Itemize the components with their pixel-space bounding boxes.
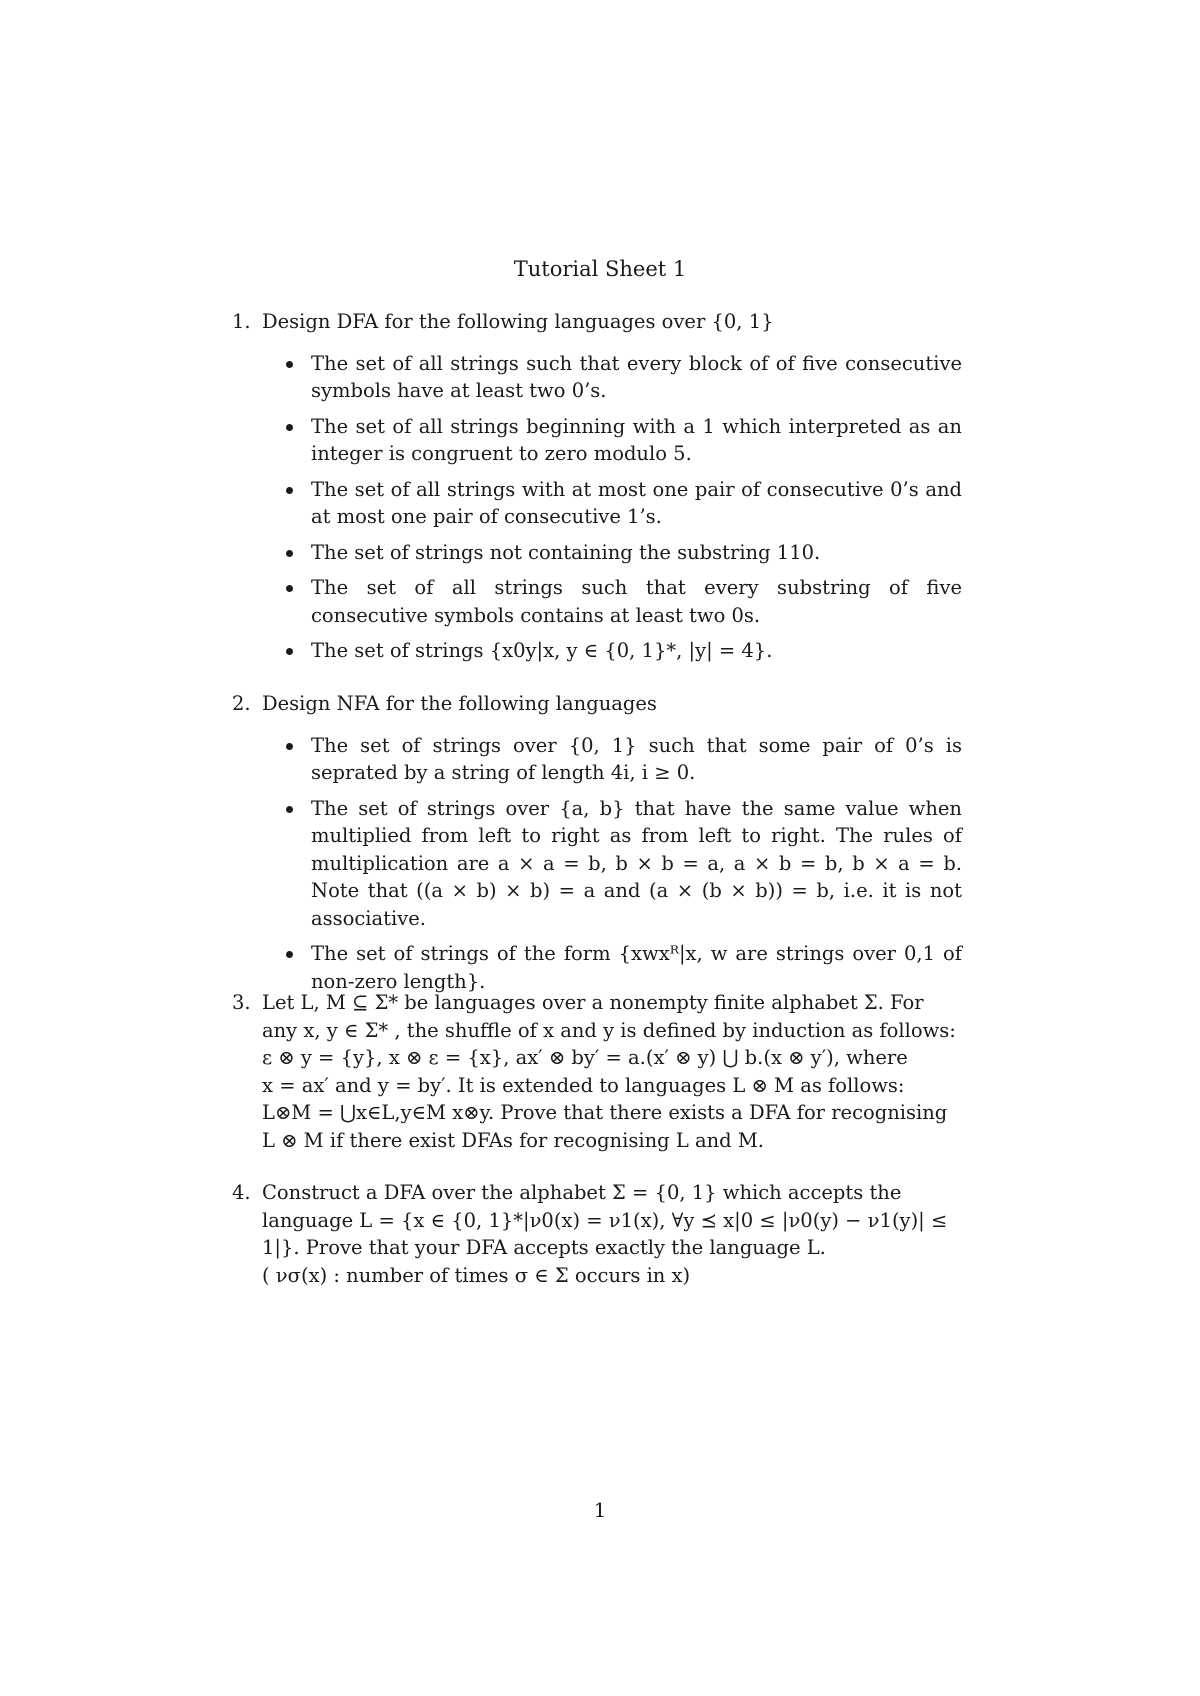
problem-4 (232, 1179, 962, 1289)
bullet-icon (286, 585, 293, 592)
problem-number: 2. (232, 692, 251, 715)
bullet-icon (286, 424, 293, 431)
item-list (262, 350, 962, 665)
page-title: Tutorial Sheet 1 (513, 257, 687, 281)
list-item: The set of all strings such that every block of of five consecutive symbols have at least two 0’s. (262, 350, 962, 405)
bullet-icon (286, 743, 293, 750)
item-list (262, 732, 962, 996)
problem-number: 3. (232, 991, 251, 1014)
bullet-icon (286, 806, 293, 813)
statement-line: L ⊗ M if there exist DFAs for recognising L and M. (262, 1128, 765, 1152)
statement-line: Construct a DFA over the alphabet Σ = {0, 1} which accepts the (262, 1181, 902, 1204)
bullet-icon (286, 361, 293, 368)
list-item: The set of all strings beginning with a 1 which interpreted as an integer is congruent to zero modulo 5. (262, 413, 962, 468)
statement-line: 1|}. Prove that your DFA accepts exactly the language L. (262, 1236, 826, 1259)
problem-statement: Design NFA for the following languages (262, 692, 657, 715)
problem-number: 1. (232, 310, 251, 333)
problem-1 (232, 308, 962, 673)
statement-line: ( νσ(x) : number of times σ ∈ Σ occurs in x) (262, 1263, 691, 1287)
list-item: The set of strings over {0, 1} such that some pair of 0’s is seprated by a string of length 4i, i ≥ 0. (262, 732, 962, 787)
list-item: The set of strings of the form {xwxᴿ|x, w are strings over 0,1 of non-zero length}. (262, 940, 962, 995)
bullet-icon (286, 550, 293, 557)
problem-2 (232, 690, 962, 1003)
statement-line: Let L, M ⊆ Σ* be languages over a nonempty finite alphabet Σ. For (262, 991, 924, 1014)
problem-number: 4. (232, 1181, 251, 1204)
page-number: 1 (593, 1498, 607, 1522)
bullet-icon (286, 951, 293, 958)
list-item: The set of all strings with at most one pair of consecutive 0’s and at most one pair of consecutive 1’s. (262, 476, 962, 531)
statement-line: x = ax′ and y = by′. It is extended to languages L ⊗ M as follows: (262, 1073, 905, 1097)
list-item: The set of strings over {a, b} that have the same value when multiplied from left to right as from left to right. The rules of multiplication are a × a = b, b × b = a, a × b = b, b × a = b. Note that ((a × b) × b) = a and (a × (b × b)) = b, i.e. it is not associative. (262, 795, 962, 933)
statement-line: L⊗M = ⋃x∈L,y∈M x⊗y. Prove that there exists a DFA for recognising (262, 1101, 948, 1124)
list-item: The set of strings not containing the substring 110. (262, 539, 962, 567)
bullet-icon (286, 487, 293, 494)
list-item: The set of all strings such that every substring of five consecutive symbols contains at least two 0s. (262, 574, 962, 629)
statement-line: ε ⊗ y = {y}, x ⊗ ε = {x}, ax′ ⊗ by′ = a.(x′ ⊗ y) ⋃ b.(x ⊗ y′), where (262, 1046, 908, 1069)
problem-3 (232, 989, 962, 1154)
problem-statement: Design DFA for the following languages over {0, 1} (262, 310, 774, 333)
statement-line: language L = {x ∈ {0, 1}*|ν0(x) = ν1(x), ∀y ⪯ x|0 ≤ |ν0(y) − ν1(y)| ≤ (262, 1208, 948, 1232)
list-item: The set of strings {x0y|x, y ∈ {0, 1}*, |y| = 4}. (262, 637, 962, 665)
bullet-icon (286, 648, 293, 655)
statement-line: any x, y ∈ Σ* , the shuffle of x and y is defined by induction as follows: (262, 1018, 956, 1042)
